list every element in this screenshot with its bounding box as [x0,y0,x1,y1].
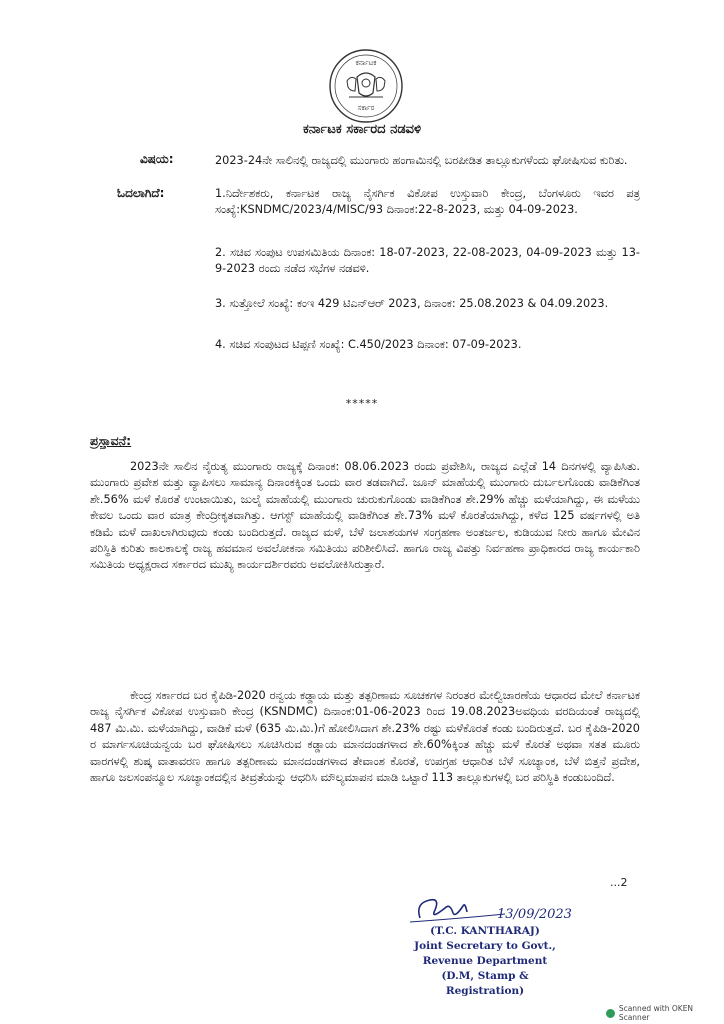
page-continuation: ...2 [610,876,628,889]
signature-date: 13/09/2023 [497,907,572,922]
page-title: ಕರ್ನಾಟಕ ಸರ್ಕಾರದ ನಡವಳಿ [302,122,422,137]
preamble-heading: ಪ್ರಸ್ತಾವನೆ: [90,433,132,448]
scanner-watermark-text: Scanned with OKEN Scanner [618,1004,694,1022]
reference-item-2: 2. ಸಚಿವ ಸಂಪುಟ ಉಪಸಮಿತಿಯ ದಿನಾಂಕ: 18-07-2023, 22-08-2023, 04-09-2023 ಮತ್ತು 13-9-2023 ರಂದು ನಡೆದ ಸಭೆಗಳ ನಡವಳಿ. [215,246,640,276]
scanner-logo-icon [606,1009,615,1018]
references-label: ಓದಲಾಗಿದೆ: [117,186,165,200]
separator: ***** [345,397,379,410]
stamp-line-division: (D.M, Stamp & Registration) [441,970,529,997]
stamp-line-designation: Joint Secretary to Govt., [414,940,556,952]
karnataka-govt-emblem-icon [327,47,405,125]
paragraph-2: ಕೇಂದ್ರ ಸರ್ಕಾರದ ಬರ ಕೈಪಿಡಿ-2020 ರನ್ವಯ ಕಡ್ಡಾಯ ಮತ್ತು ತತ್ಪರಿಣಾಮ ಸೂಚಕಗಳ ನಿರಂತರ ಮೇಲ್ವಿಚಾರಣೆಯ ಆಧಾರದ ಮೇಲೆ ಕರ್ನಾಟಕ ರಾಜ್ಯ ನೈಸರ್ಗಿಕ ವಿಕೋಪ ಉಸ್ತುವಾರಿ ಕೇಂದ್ರ (KSNDMC) ದಿನಾಂಕ:01-06-2023 ರಿಂದ 19.08.2023ಅವಧಿಯ ವರದಿಯಂತೆ ರಾಜ್ಯದಲ್ಲಿ 487 ಮಿ.ಮಿ. ಮಳೆಯಾಗಿದ್ದು, ವಾಡಿಕೆ ಮಳೆ (635 ಮಿ.ಮಿ.)ಗೆ ಹೋಲಿಸಿದಾಗ ಶೇ.23% ರಷ್ಟು ಮಳೆಕೊರತೆ ಕಂಡು ಬಂದಿರುತ್ತದೆ. ಬರ ಕೈಪಿಡಿ-2020 ರ ಮಾರ್ಗಸೂಚಿಯನ್ವಯ ಬರ ಘೋಷಿಸಲು ಸೂಚಿಸಿರುವ ಕಡ್ಡಾಯ ಮಾನದಂಡಗಳಾದ ಶೇ.60%ಕ್ಕಿಂತ ಹೆಚ್ಚು ಮಳೆ ಕೊರತೆ ಅಥವಾ ಸತತ ಮೂರು ವಾರಗಳಲ್ಲಿ ಶುಷ್ಕ ವಾತಾವರಣ ಹಾಗೂ ತತ್ಪರಿಣಾಮ ಮಾನದಂಡಗಳಾದ ತೇವಾಂಶ ಕೊರತೆ, ಉಪಗ್ರಹ ಆಧಾರಿತ ಬೆಳೆ ಸೂಚ್ಯಾಂಕ, ಬೆಳೆ ಬಿತ್ತನೆ ಪ್ರದೇಶ, ಹಾಗೂ ಜಲಸಂಪನ್ಮೂಲ ಸೂಚ್ಯಾಂಕದಲ್ಲಿನ ತೀವ್ರತೆಯನ್ನು ಆಧರಿಸಿ ಮೌಲ್ಯಮಾಪನ ಮಾಡಿ ಒಟ್ಟಾರೆ 113 ತಾಲ್ಲೂಕುಗಳಲ್ಲಿ ಬರ ಪರಿಸ್ಥಿತಿ ಕಂಡುಬಂದಿದೆ. [90,689,640,785]
reference-item-3: 3. ಸುತ್ತೋಲೆ ಸಂಖ್ಯೆ: ಕಂಇ 429 ಟಿಎನ್‌ಆರ್ 2023, ದಿನಾಂಕ: 25.08.2023 & 04.09.2023. [215,297,609,310]
stamp-line-department: Revenue Department [422,955,548,967]
scanner-watermark [606,1004,724,1022]
reference-item-4: 4. ಸಚಿವ ಸಂಪುಟದ ಟಿಪ್ಪಣಿ ಸಂಖ್ಯೆ: C.450/2023 ದಿನಾಂಕ: 07-09-2023. [215,338,522,351]
subject-text: 2023-24ನೇ ಸಾಲಿನಲ್ಲಿ ರಾಜ್ಯದಲ್ಲಿ ಮುಂಗಾರು ಹಂಗಾಮಿನಲ್ಲಿ ಬರಪೀಡಿತ ತಾಲ್ಲೂಕುಗಳೆಂದು ಘೋಷಿಸುವ ಕುರಿತು. [215,154,628,167]
paragraph-1: 2023ನೇ ಸಾಲಿನ ನೈರುತ್ಯ ಮುಂಗಾರು ರಾಜ್ಯಕ್ಕೆ ದಿನಾಂಕ: 08.06.2023 ರಂದು ಪ್ರವೇಶಿಸಿ, ರಾಜ್ಯದ ಎಲ್ಲೆಡೆ 14 ದಿನಗಳಲ್ಲಿ ವ್ಯಾಪಿಸಿತು. ಮುಂಗಾರು ಪ್ರವೇಶ ಮತ್ತು ವ್ಯಾಪಿಸಲು ಸಾಮಾನ್ಯ ದಿನಾಂಕಕ್ಕಿಂತ ಒಂದು ವಾರ ತಡವಾಗಿದೆ. ಜೂನ್ ಮಾಹೆಯಲ್ಲಿ ಮುಂಗಾರು ದುರ್ಬಲಗೊಂಡು ವಾಡಿಕೆಗಿಂತ ಶೇ.56% ಮಳೆ ಕೊರತೆ ಉಂಟಾಯಿತು, ಜುಲೈ ಮಾಹೆಯಲ್ಲಿ ಮುಂಗಾರು ಚುರುಕುಗೊಂಡು ವಾಡಿಕೆಗಿಂತ ಶೇ.29% ಹೆಚ್ಚು ಮಳೆಯಾಗಿದ್ದು, ಈ ಮಳೆಯು ಕೇವಲ ಒಂದು ವಾರ ಮಾತ್ರ ಕೇಂದ್ರೀಕೃತವಾಗಿತ್ತು. ಆಗಸ್ಟ್ ಮಾಹೆಯಲ್ಲಿ ವಾಡಿಕೆಗಿಂತ ಶೇ.73% ಮಳೆ ಕೊರತೆಯಾಗಿದ್ದು, ಕಳೆದ 125 ವರ್ಷಗಳಲ್ಲಿ ಅತಿ ಕಡಿಮೆ ಮಳೆ ದಾಖಲಾಗಿರುವುದು ಕಂಡು ಬಂದಿರುತ್ತದೆ. ರಾಜ್ಯದ ಮಳೆ, ಬೆಳೆ ಜಲಾಶಯಗಳ ಸಂಗ್ರಹಣಾ ಅಂತರ್ಜಲ, ಕುಡಿಯುವ ನೀರು ಹಾಗೂ ಮೇವಿನ ಪರಿಸ್ಥಿತಿ ಕುರಿತು ಕಾಲಕಾಲಕ್ಕೆ ರಾಜ್ಯ ಹವಮಾನ ಅವಲೋಕನಾ ಸಮಿತಿಯು ಪರಿಶೀಲಿಸಿದೆ. ಹಾಗೂ ರಾಜ್ಯ ವಿಪತ್ತು ನಿರ್ವಹಣಾ ಪ್ರಾಧಿಕಾರದ ರಾಜ್ಯ ಕಾರ್ಯಕಾರಿ ಸಮಿತಿಯ ಅಧ್ಯಕ್ಷರಾದ ಸರ್ಕಾರದ ಮುಖ್ಯ ಕಾರ್ಯದರ್ಶಿರವರು ಅವಲೋಕಿಸಿರುತ್ತಾರೆ. [90,460,640,572]
subject-label: ವಿಷಯ: [140,152,174,166]
emblem-top-text: ಕರ್ನಾಟಕ [355,59,377,67]
emblem-bottom-text: ಸರ್ಕಾರ [357,104,375,112]
stamp-line-name: (T.C. KANTHARAJ) [430,925,540,937]
reference-item-1: 1.ನಿರ್ದೇಶಕರು, ಕರ್ನಾಟಕ ರಾಜ್ಯ ನೈಸರ್ಗಿಕ ವಿಕೋಪ ಉಸ್ತುವಾರಿ ಕೇಂದ್ರ, ಬೆಂಗಳೂರು ಇವರ ಪತ್ರ ಸಂಖ್ಯೆ:KSNDMC/2023/4/MISC/93 ದಿನಾಂಕ:22-8-2023, ಮತ್ತು 04-09-2023. [215,187,640,217]
official-stamp [410,924,560,999]
